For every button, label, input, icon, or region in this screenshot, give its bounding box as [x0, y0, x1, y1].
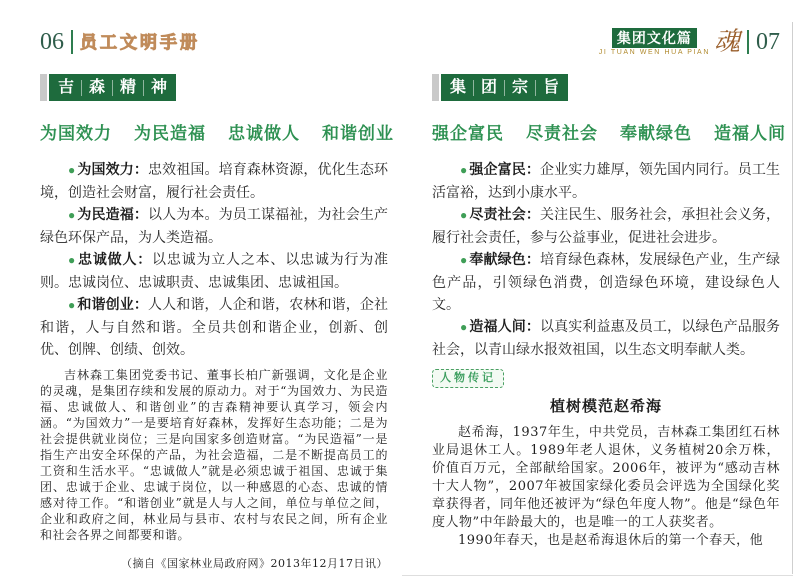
slogan-phrase: 奉献绿色 [620, 124, 692, 143]
spirit-item-term: 为民造福： [77, 206, 148, 222]
quote-attribution: （摘自《国家林业局政府网》2013年12月17日讯） [121, 557, 388, 570]
bullet-icon: ● [460, 253, 468, 267]
slogan-phrase: 为国效力 [40, 124, 112, 143]
slogan-phrase: 和谐创业 [322, 124, 394, 143]
bullet-icon: ● [460, 208, 468, 222]
slogan-phrase: 忠诚做人 [228, 124, 300, 143]
section-title-box [49, 74, 176, 101]
purpose-item-term: 尽责社会： [469, 206, 540, 222]
spirit-item [40, 293, 388, 360]
slogan-phrase: 造福人间 [714, 124, 786, 143]
purpose-item-term: 造福人间： [469, 318, 540, 334]
right-page-number: 07 [756, 29, 780, 55]
bullet-icon: ● [68, 163, 76, 177]
purpose-item-term: 强企富民： [469, 161, 540, 177]
page-edge-line-right [792, 22, 793, 574]
chairman-quote-paragraph: 吉林森工集团党委书记、董事长柏广新强调，文化是企业的灵魂，是集团存续和发展的原动力。对于“为国效力、为民造福、忠诚做人、和谐创业”的吉森精神要认真学习，领会内涵。“为国效力”一是要培育好森林，发挥好生态功能；二是为社会提供就业岗位；三是向国家多创造财富。“为民造福”一是指生产出安全环保的产品，为社会造福，二是不断提高员工的工资和生活水平。“忠诚做人”就是必须忠诚于祖国、忠诚于集团、忠诚于企业、忠诚于岗位，以一种感恩的心态、忠诚的情感对待工作。“和谐创业”就是人与人之间，单位与单位之间，企业和政府之间，林业局与县市、农村与农民之间，所有企业和社会各界之间都要和谐。 [40, 368, 388, 542]
spirit-item-term: 和谐创业： [77, 296, 148, 312]
purpose-item [432, 315, 780, 360]
section-accent-bar [432, 74, 439, 101]
slogan-phrase: 为民造福 [134, 124, 206, 143]
spirit-item-text: 忠效祖国。培育森林资源，优化生态环境，创造社会财富，履行社会责任。 [40, 161, 388, 200]
right-page-header [432, 28, 780, 56]
header-divider [747, 30, 749, 54]
slogan-phrase: 强企富民 [432, 124, 504, 143]
chapter-label-wrap [599, 28, 710, 56]
biography-paragraph: 赵希海，1937年生，中共党员，吉林森工集团红石林业局退休工人。1989年老人退休，义务植树20余万株，价值百万元，全部献给国家。2006年，被评为“感动吉林十大人物”，2007年被国家绿化委员会评选为全国绿化奖章获得者，同年他还被评为“绿色年度人物”。他是“绿色年度人物”中年龄最大的，也是唯一的工人获奖者。 [432, 425, 780, 531]
section-title-jisen-spirit [40, 74, 388, 101]
purpose-item [432, 203, 780, 248]
purpose-item [432, 158, 780, 203]
purpose-item-list [432, 158, 780, 360]
left-page-number: 06 [40, 29, 64, 55]
section-accent-bar [40, 74, 47, 101]
purpose-item-text: 企业实力雄厚，领先国内同行。员工生活富裕，达到小康水平。 [432, 161, 780, 200]
spirit-item [40, 158, 388, 203]
section-char: 旨 [543, 78, 560, 96]
spirit-item [40, 203, 388, 248]
biography-badge: 人物传记 [432, 369, 504, 388]
bullet-icon: ● [460, 163, 468, 177]
jisen-spirit-slogan [40, 119, 394, 144]
header-divider [71, 30, 73, 54]
section-char: 精 [113, 80, 144, 96]
left-page [40, 28, 394, 582]
chapter-pinyin: JI TUAN WEN HUA PIAN [598, 49, 710, 56]
group-purpose-slogan [432, 119, 786, 144]
section-char: 团 [474, 80, 505, 96]
section-char: 宗 [505, 80, 536, 96]
spirit-item-list [40, 158, 388, 360]
biography-title: 植树模范赵希海 [549, 398, 662, 416]
section-char: 集 [443, 80, 474, 96]
purpose-item-text: 培育绿色森林，发展绿色产业，生产绿色产品，引领绿色消费，创造绿色环境，建设绿色人文。 [432, 251, 780, 312]
section-title-box [441, 74, 568, 101]
right-page [432, 27, 786, 550]
purpose-item-term: 奉献绿色： [469, 251, 540, 267]
purpose-item-text: 关注民生、服务社会，承担社会义务，履行社会责任，参与公益事业，促进社会进步。 [432, 206, 780, 245]
section-char: 森 [82, 80, 113, 96]
spirit-item-text: 以忠诚为立人之本、以忠诚为行为准则。忠诚岗位、忠诚职责、忠诚集团、忠诚祖国。 [40, 251, 389, 290]
chapter-label: 集团文化篇 [612, 28, 697, 48]
purpose-item [432, 248, 780, 315]
bullet-icon: ● [68, 298, 76, 312]
page-edge-line-bottom [402, 575, 793, 576]
spirit-item-term: 忠诚做人： [78, 251, 153, 267]
spirit-item-text: 人人和谐，人企和谐，农林和谐，企社和谐，人与自然和谐。全员共创和谐企业，创新、创优、创牌、创绩、创效。 [40, 296, 388, 357]
bullet-icon: ● [460, 320, 468, 334]
spirit-item-term: 为国效力： [77, 161, 148, 177]
soul-calligraphy-glyph: 魂 [713, 27, 740, 57]
spirit-item-text: 以人为本。为员工谋福祉，为社会生产绿色环保产品，为人类造福。 [40, 206, 388, 245]
bullet-icon: ● [68, 253, 77, 267]
biography-paragraph: 1990年春天，也是赵希海退休后的第一个春天，他 [458, 533, 764, 549]
handbook-title: 员工文明手册 [80, 32, 200, 52]
bullet-icon: ● [68, 208, 76, 222]
spirit-item [40, 248, 388, 293]
biography-paragraphs [432, 424, 780, 550]
left-page-header [40, 28, 388, 56]
section-char: 神 [151, 78, 168, 96]
slogan-phrase: 尽责社会 [526, 124, 598, 143]
section-title-group-purpose [432, 74, 780, 101]
purpose-item-text: 以真实利益惠及员工，以绿色产品服务社会，以青山绿水报效祖国，以生态文明奉献人类。 [432, 318, 780, 357]
section-char: 吉 [51, 80, 82, 96]
